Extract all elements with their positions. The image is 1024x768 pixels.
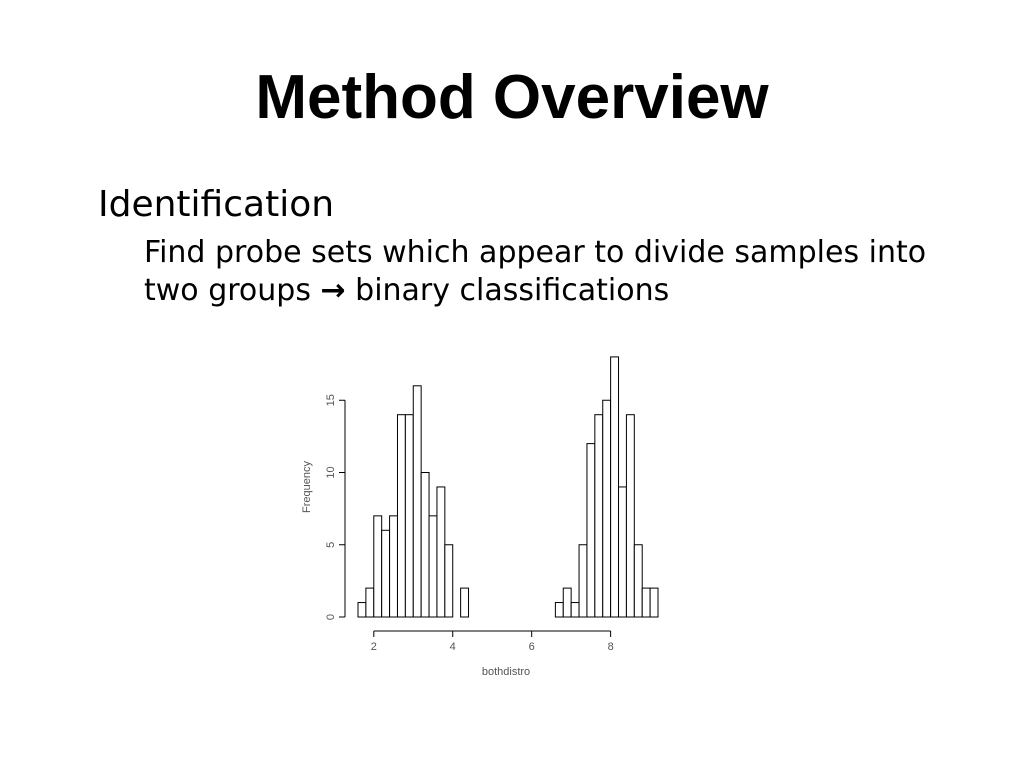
slide-title: Method Overview bbox=[255, 63, 769, 132]
y-tick-label: 0 bbox=[325, 613, 337, 621]
y-tick-label: 15 bbox=[325, 394, 337, 407]
histogram-bar bbox=[445, 545, 453, 617]
histogram-bar bbox=[563, 588, 571, 617]
histogram-bar bbox=[397, 415, 405, 617]
histogram-bar bbox=[571, 603, 579, 617]
y-axis bbox=[325, 394, 345, 620]
sub-bullet-description bbox=[144, 234, 984, 310]
histogram-bar bbox=[626, 415, 634, 617]
histogram-bar bbox=[555, 603, 563, 617]
histogram-bar bbox=[413, 386, 421, 617]
histogram-bar bbox=[650, 588, 658, 617]
histogram-bar bbox=[587, 444, 595, 617]
x-tick-label: 8 bbox=[607, 641, 614, 653]
x-axis-label: bothdistro bbox=[481, 666, 531, 678]
histogram-bar bbox=[390, 516, 398, 617]
x-axis bbox=[371, 631, 614, 653]
histogram-bar bbox=[358, 603, 366, 617]
sub-bullet-text-part1: Find probe sets which appear to divide samples into two groups bbox=[144, 235, 927, 308]
x-tick-label: 6 bbox=[528, 641, 535, 653]
histogram-bar bbox=[461, 588, 469, 617]
histogram-bar bbox=[611, 357, 619, 617]
histogram-bar bbox=[421, 473, 429, 618]
histogram-bar bbox=[405, 415, 413, 617]
histogram-chart bbox=[290, 345, 670, 685]
histogram-bar bbox=[374, 516, 382, 617]
histogram-bar bbox=[634, 545, 642, 617]
histogram-bars bbox=[358, 357, 658, 617]
x-tick-label: 2 bbox=[370, 641, 377, 653]
y-tick-label: 10 bbox=[325, 466, 337, 479]
histogram-bar bbox=[595, 415, 603, 617]
right-arrow-icon: → bbox=[320, 273, 346, 308]
histogram-bar bbox=[642, 588, 650, 617]
histogram-bar bbox=[579, 545, 587, 617]
x-tick-label: 4 bbox=[449, 641, 456, 653]
histogram-bar bbox=[603, 400, 611, 617]
y-axis-label: Frequency bbox=[301, 461, 313, 513]
histogram-bar bbox=[382, 530, 390, 617]
bullet-identification: Identification bbox=[98, 184, 335, 225]
histogram-bar bbox=[619, 487, 627, 617]
histogram-bar bbox=[366, 588, 374, 617]
sub-bullet-text-part2: binary classifications bbox=[345, 273, 670, 308]
histogram-bar bbox=[429, 516, 437, 617]
histogram-bar bbox=[437, 487, 445, 617]
y-tick-label: 5 bbox=[325, 541, 337, 548]
